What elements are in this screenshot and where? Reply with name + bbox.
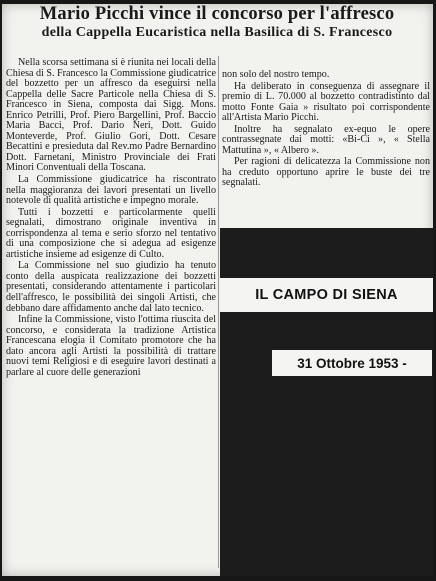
column-divider xyxy=(218,56,219,568)
article-paragraph: Infine la Commissione, visto l'ottima riuscita del concorso, e considerata la tradizione Artistica Francescana elogia il Comitato promotore che ha dato ancora agli Artisti la possibilità di trattare nuovi temi Religiosi e di eseguire lavori destinati a parlare al cuore delle generazioni xyxy=(6,314,216,378)
article-column-left xyxy=(6,58,216,570)
publication-date-label: 31 Ottobre 1953 - xyxy=(272,350,432,376)
article-paragraph: Tutti i bozzetti e particolarmente quelli segnalati, dimostrano originale inventiva in corrispondenza al tema e serio sforzo nel tentativo di una composizione che si adegua ad esigenze artistiche insieme ad esigenze di Culto. xyxy=(6,206,216,260)
article-paragraph: Per ragioni di delicatezza la Commissione non ha creduto opportuno aprire le buste dei tre segnalati. xyxy=(222,156,430,189)
article-paragraph: Nella scorsa settimana si è riunita nei locali della Chiesa di S. Francesco la Commissione giudicatrice del bozzetto per un affresco da eseguirsi nella Cappella delle Sacre Particole nella Chiesa di S. Francesco in Siena, composta dai Sigg. Mons. Enrico Petrilli, Prof. Piero Bargellini, Prof. Baccio Maria Bacci, Prof. Dario Neri, Dott. Guido Monteverde, Prof. Giulio Gori, Dott. Cesare Becattini e presieduta dal Rev.mo Padre Bernardino Dott. Farnetani, Ministro Provinciale dei Frati Minori Conventuali della Toscana. xyxy=(6,58,216,174)
newspaper-name-label: IL CAMPO DI SIENA xyxy=(220,278,433,312)
article-paragraph: La Commissione nel suo giudizio ha tenuto conto della auspicata realizzazione dei bozzetti presentati, considerando attentamente i particolari dell'affresco, le possibilità dei singoli Artisti, che debbano dare affidamento anche dal lato tecnico. xyxy=(6,260,216,314)
article-column-right xyxy=(222,70,430,189)
headline-title: Mario Picchi vince il concorso per l'affresco xyxy=(39,4,395,24)
headline xyxy=(4,5,430,40)
article-paragraph: Ha deliberato in conseguenza di assegnare il premio di L. 70.000 al bozzetto contradistinto dal motto Fonte Gaia » risultato poi corrispondente all'Artista Mario Picchi. xyxy=(222,80,430,124)
article-paragraph: La Commissione giudicatrice ha riscontrato nella maggioranza dei lavori presentati un livello notevole di qualità artistiche e impegno morale. xyxy=(6,174,216,207)
headline-subtitle: della Cappella Eucaristica nella Basilica di S. Francesco xyxy=(41,24,393,40)
article-paragraph: Inoltre ha segnalato ex-equo le opere contrassegnate dai motti: «Bi-Ci », « Stella Mattutina », « Albero ». xyxy=(222,123,430,156)
article-continuation: non solo del nostro tempo. xyxy=(222,69,330,80)
